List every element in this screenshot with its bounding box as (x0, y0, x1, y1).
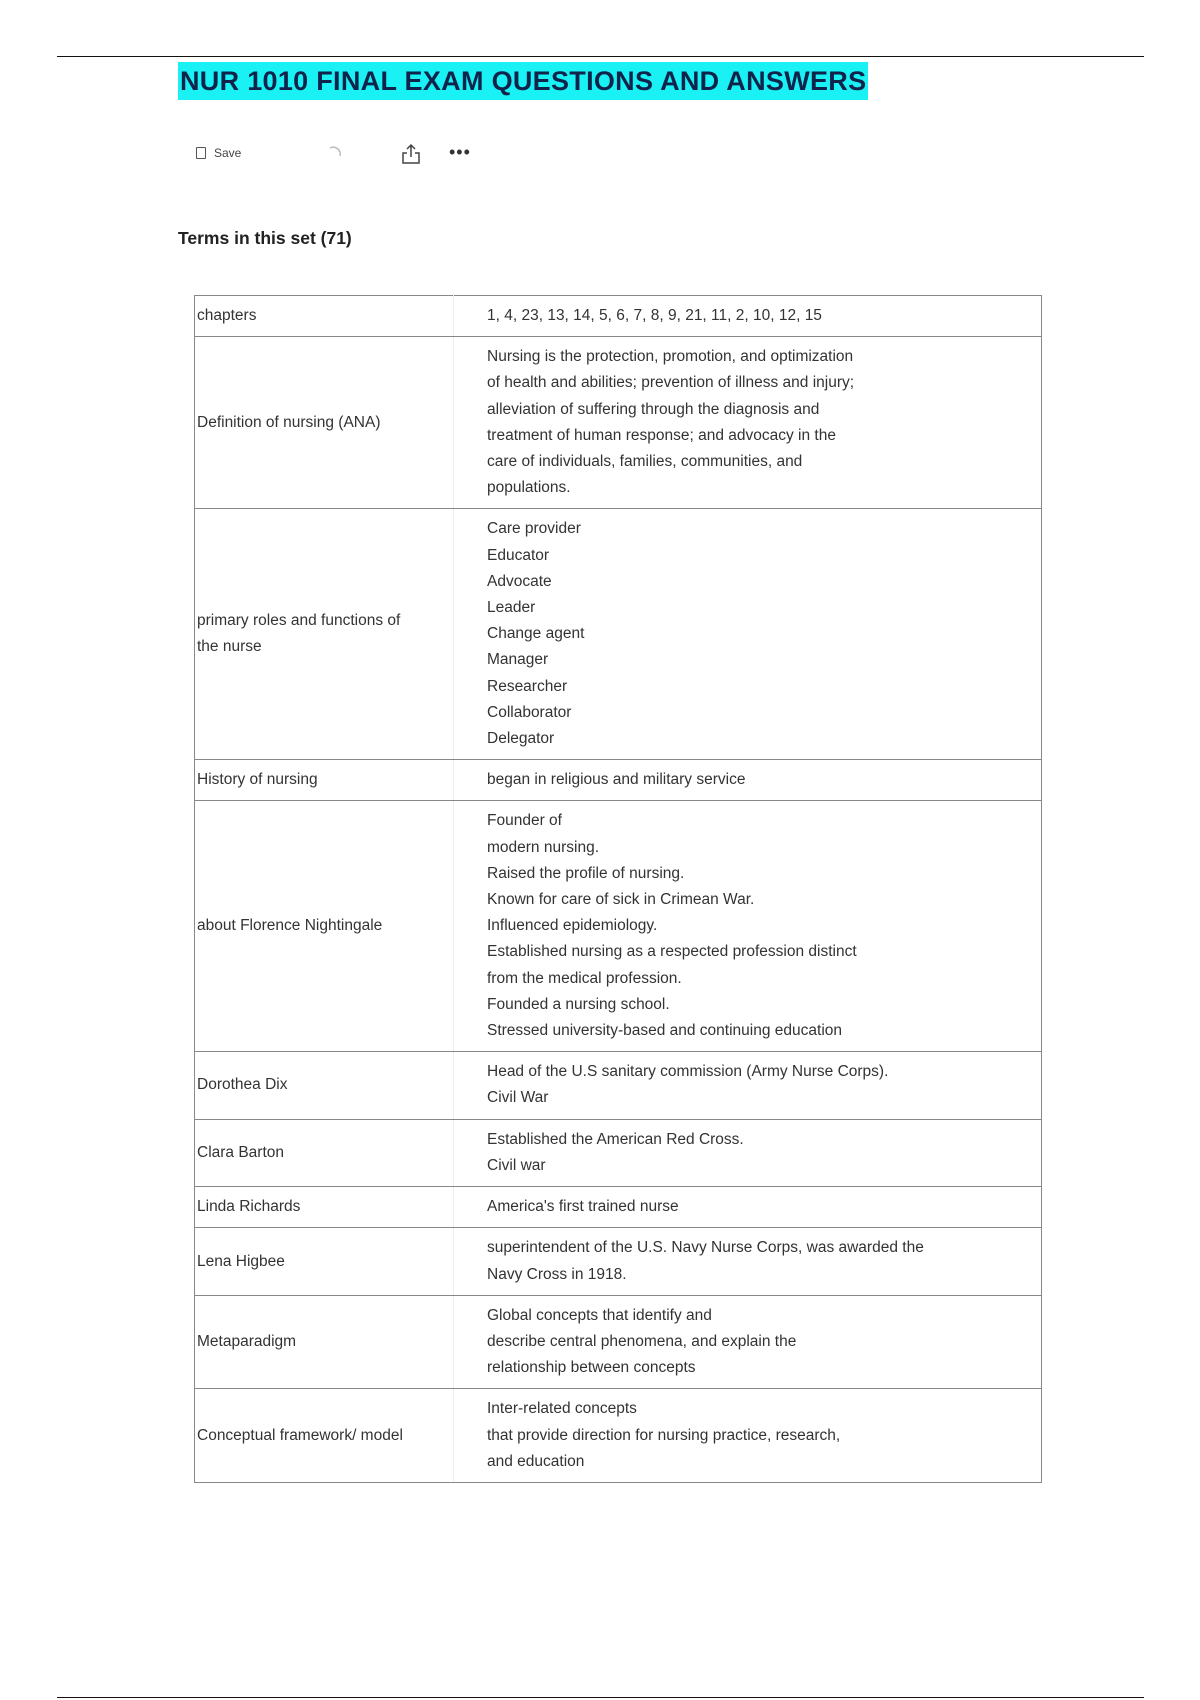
top-rule (57, 56, 1144, 57)
term-cell: about Florence Nightingale (195, 801, 454, 1052)
bookmark-icon (196, 147, 206, 159)
definition-cell: superintendent of the U.S. Navy Nurse Corps, was awarded the Navy Cross in 1918. (454, 1228, 1042, 1295)
save-label: Save (214, 146, 242, 160)
definition-cell: Care provider Educator Advocate Leader Change agent Manager Researcher Collaborator Delegator (454, 509, 1042, 760)
term-cell: Definition of nursing (ANA) (195, 337, 454, 509)
table-row (195, 1052, 1042, 1119)
table-row (195, 1119, 1042, 1186)
table-row (195, 1295, 1042, 1389)
save-button[interactable] (196, 146, 241, 160)
definition-cell: 1, 4, 23, 13, 14, 5, 6, 7, 8, 9, 21, 11, 2, 10, 12, 15 (454, 296, 1042, 337)
terms-count-heading: Terms in this set (71) (178, 228, 352, 248)
definition-cell: began in religious and military service (454, 760, 1042, 801)
table-row (195, 296, 1042, 337)
table-row (195, 509, 1042, 760)
term-cell: Metaparadigm (195, 1295, 454, 1389)
definition-cell: America's first trained nurse (454, 1187, 1042, 1228)
table-row (195, 337, 1042, 509)
term-cell: Dorothea Dix (195, 1052, 454, 1119)
share-icon[interactable] (400, 142, 422, 166)
definition-cell: Founder of modern nursing. Raised the profile of nursing. Known for care of sick in Crimean War. Influenced epidemiology. Established nursing as a respected profession distinct from the medical profession. Founded a nursing school. Stressed university-based and continuing education (454, 801, 1042, 1052)
table-row (195, 1187, 1042, 1228)
term-cell: Linda Richards (195, 1187, 454, 1228)
definition-cell: Head of the U.S sanitary commission (Army Nurse Corps). Civil War (454, 1052, 1042, 1119)
definition-cell: Nursing is the protection, promotion, and optimization of health and abilities; prevention of illness and injury; alleviation of suffering through the diagnosis and treatment of human response; and advocacy in the care of individuals, families, communities, and populations. (454, 337, 1042, 509)
bottom-rule (57, 1697, 1144, 1698)
term-cell: History of nursing (195, 760, 454, 801)
definition-cell: Inter-related concepts that provide direction for nursing practice, research, and education (454, 1389, 1042, 1483)
term-cell: Clara Barton (195, 1119, 454, 1186)
term-cell: Lena Higbee (195, 1228, 454, 1295)
term-cell: Conceptual framework/ model (195, 1389, 454, 1483)
definition-cell: Global concepts that identify and describe central phenomena, and explain the relationship between concepts (454, 1295, 1042, 1389)
page-title: NUR 1010 FINAL EXAM QUESTIONS AND ANSWERS (178, 62, 868, 100)
more-options-icon[interactable]: ••• (449, 142, 471, 162)
term-cell: chapters (195, 296, 454, 337)
table-row (195, 801, 1042, 1052)
table-row (195, 1228, 1042, 1295)
toolbar (196, 140, 496, 170)
definition-cell: Established the American Red Cross. Civil war (454, 1119, 1042, 1186)
table-row (195, 760, 1042, 801)
terms-table (194, 295, 1042, 1483)
table-row (195, 1389, 1042, 1483)
term-cell: primary roles and functions of the nurse (195, 509, 454, 760)
loading-spinner-icon (324, 144, 344, 164)
